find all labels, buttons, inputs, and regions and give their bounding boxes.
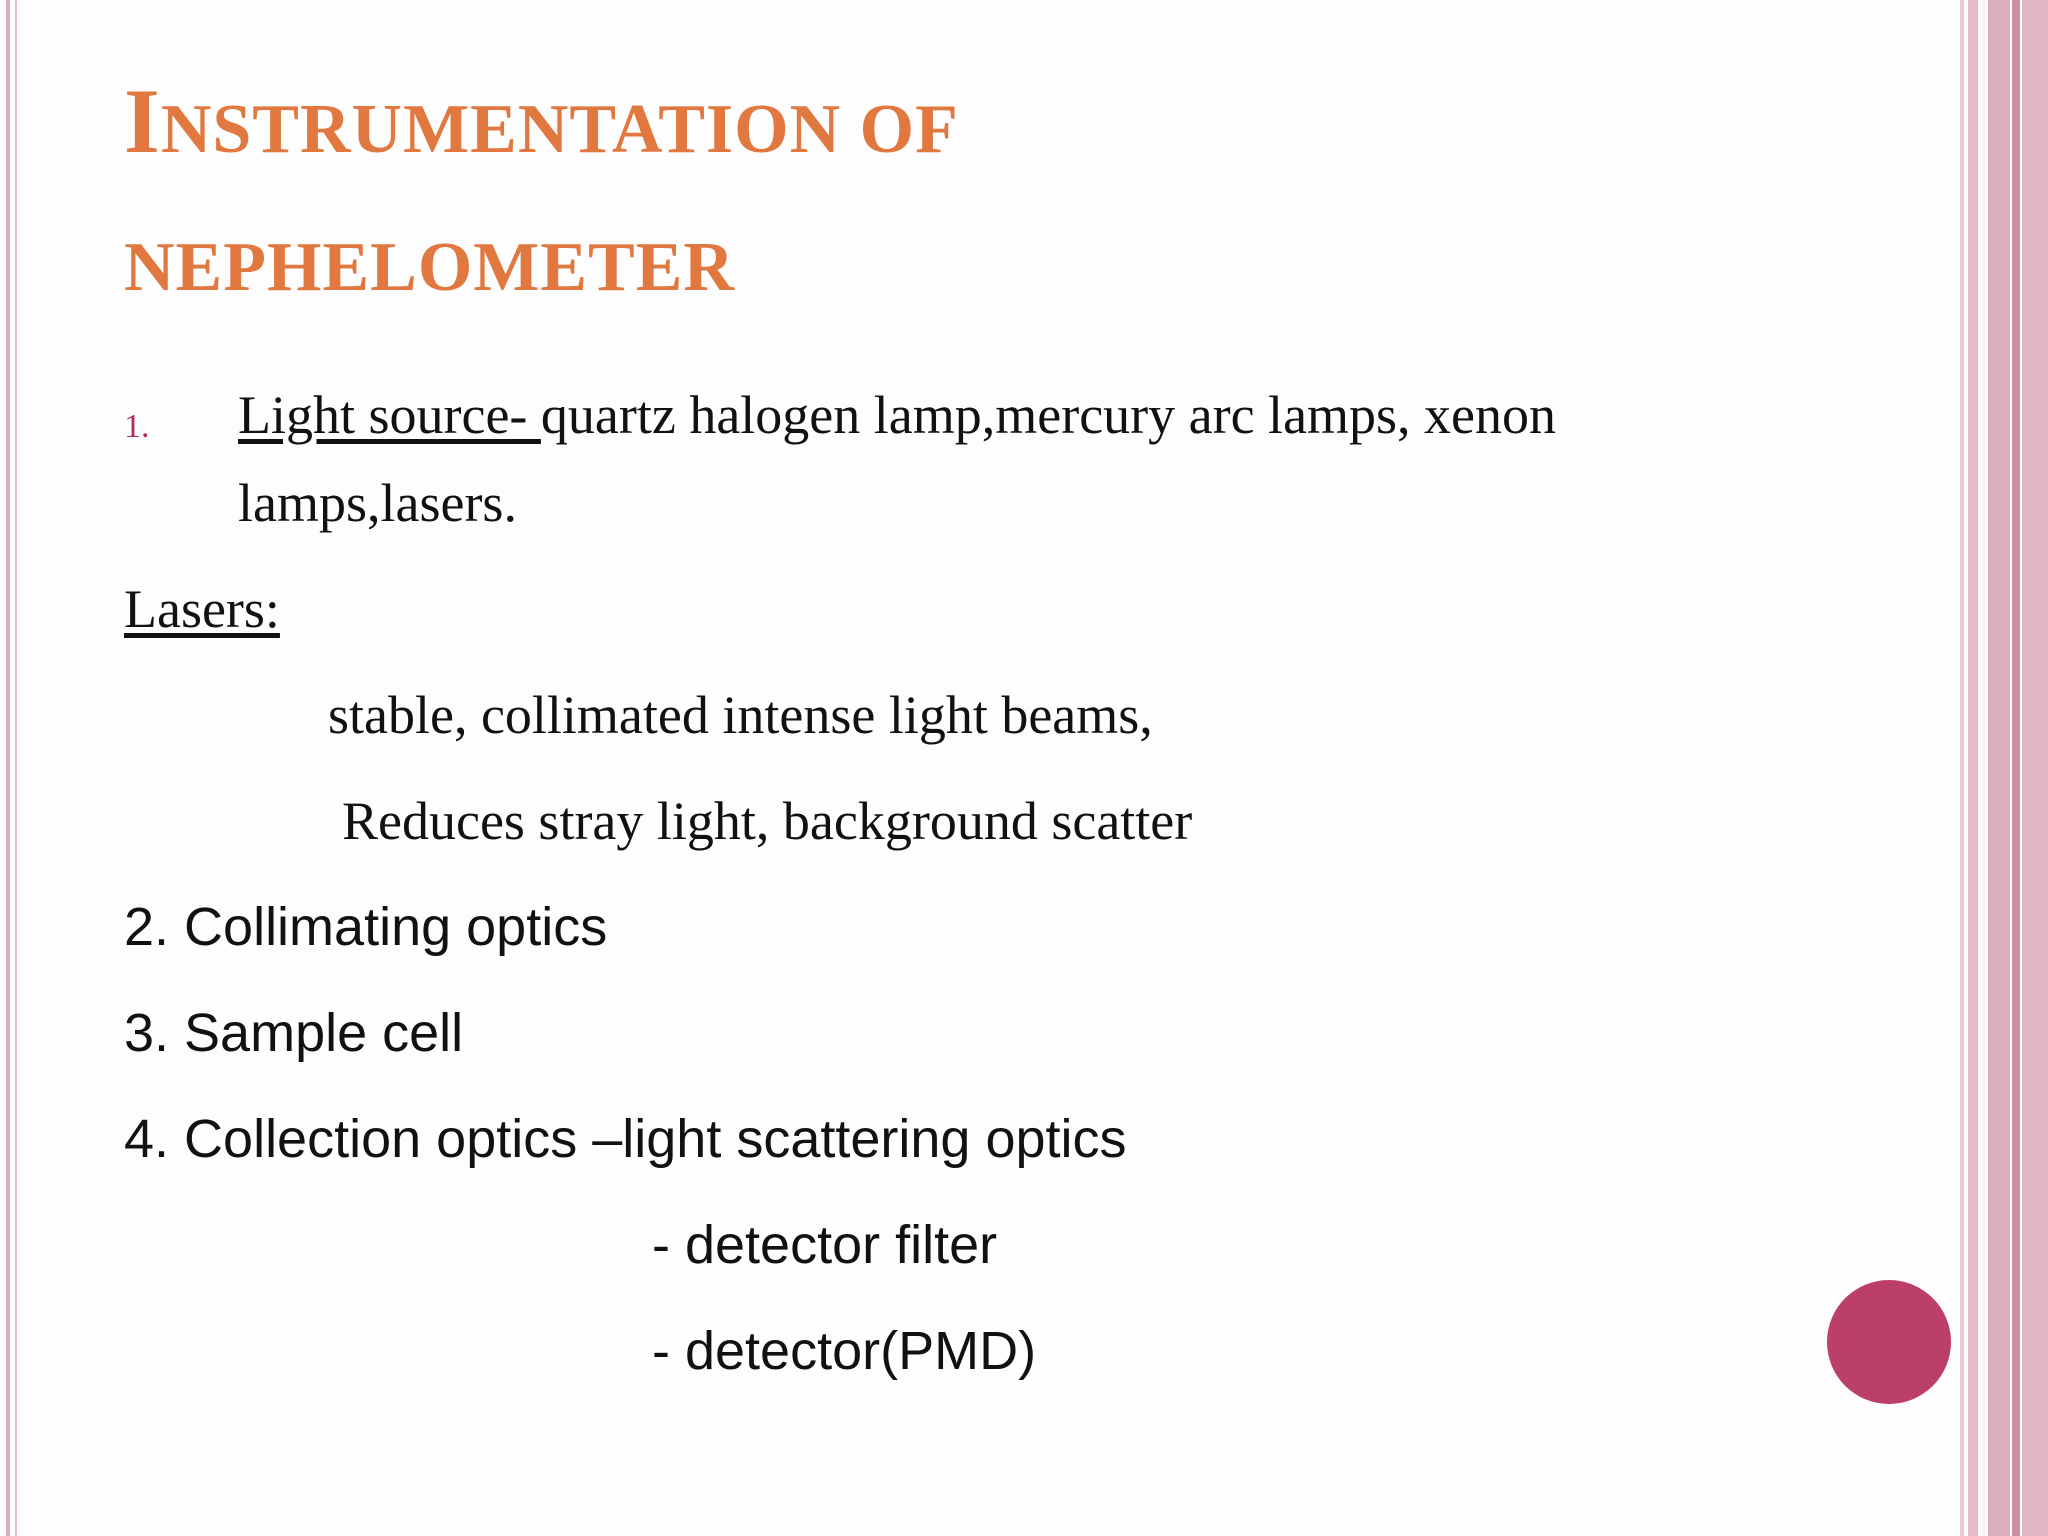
item1-line2: lamps,lasers. [238, 473, 517, 533]
item1-label: Light source- [238, 385, 541, 445]
lasers-point-2: Reduces stray light, background scatter [342, 791, 1193, 851]
item1-text: quartz halogen lamp,mercury arc lamps, xenon [540, 385, 1557, 445]
decorative-circle [1827, 1280, 1951, 1404]
lasers-point-1: stable, collimated intense light beams, [328, 685, 1153, 745]
left-border-line-inner [15, 0, 17, 1536]
right-decorative-stripes [1960, 0, 2048, 1536]
item1-line1 [238, 384, 1556, 446]
item1-number: 1. [124, 408, 150, 445]
item4-sub-2: - detector(PMD) [652, 1321, 1037, 1381]
title-first-letter: I [124, 70, 161, 172]
item4-sub-1: - detector filter [652, 1215, 998, 1275]
slide-title [124, 52, 959, 337]
title-line2: NEPHELOMETER [124, 229, 735, 306]
item3: 3. Sample cell [124, 1003, 464, 1063]
title-line1: NSTRUMENTATION OF [160, 91, 959, 168]
item4: 4. Collection optics –light scattering optics [124, 1109, 1127, 1169]
left-border-line [6, 0, 10, 1536]
lasers-heading: Lasers: [124, 579, 280, 639]
item2: 2. Collimating optics [124, 897, 608, 957]
